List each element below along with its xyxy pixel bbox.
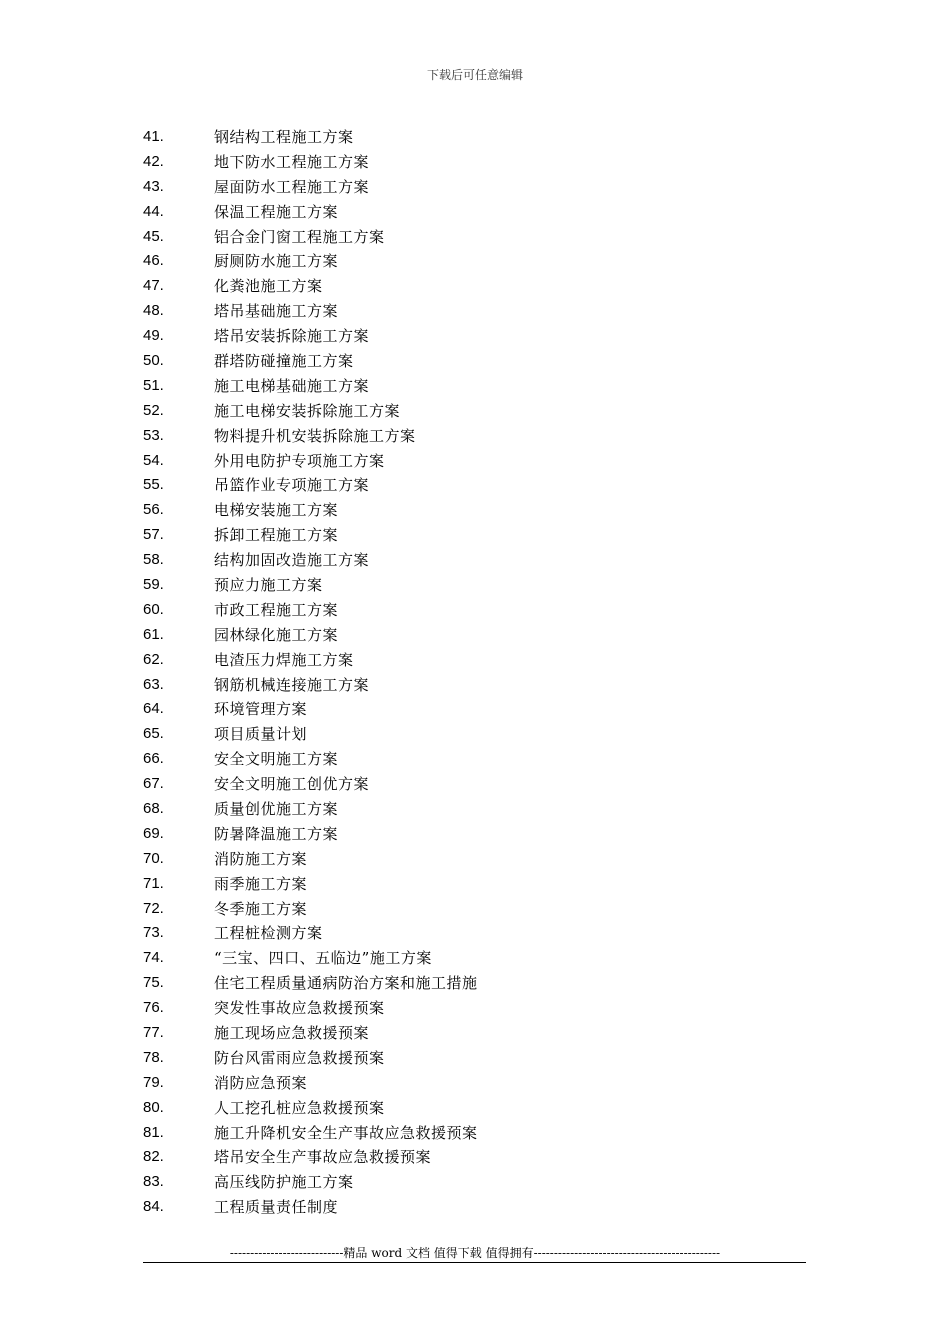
- list-item: [143, 572, 478, 597]
- list-item-title: 安全文明施工方案: [214, 750, 339, 769]
- list-item-title: 屋面防水工程施工方案: [214, 177, 370, 196]
- list-item-number: 64.: [143, 700, 164, 718]
- list-item-title: 化粪池施工方案: [214, 277, 323, 296]
- list-item: [143, 149, 478, 174]
- list-item-title: 物料提升机安装拆除施工方案: [214, 426, 416, 445]
- list-item: [143, 124, 478, 149]
- list-item-title: 塔吊安装拆除施工方案: [214, 327, 370, 346]
- list-item-number: 79.: [143, 1073, 164, 1091]
- list-item-number: 76.: [143, 999, 164, 1017]
- list-item: [143, 547, 478, 572]
- list-item: [143, 248, 478, 273]
- list-item: [143, 746, 478, 771]
- list-item-number: 71.: [143, 874, 164, 892]
- list-item: [143, 1020, 478, 1045]
- list-item: [143, 298, 478, 323]
- list-item: [143, 522, 478, 547]
- list-item: [143, 1145, 478, 1170]
- list-item-title: 电梯安装施工方案: [214, 501, 339, 520]
- list-item-title: 塔吊基础施工方案: [214, 302, 339, 321]
- list-item: [143, 398, 478, 423]
- list-item-number: 77.: [143, 1024, 164, 1041]
- list-item-number: 74.: [143, 949, 164, 967]
- list-item-number: 47.: [143, 277, 164, 295]
- list-item: [143, 497, 478, 522]
- list-item-number: 68.: [143, 799, 164, 817]
- list-item-title: 厨厕防水施工方案: [214, 252, 339, 271]
- list-item: [143, 921, 478, 946]
- list-item-title: 群塔防碰撞施工方案: [214, 351, 354, 370]
- list-item-title: 预应力施工方案: [214, 575, 323, 594]
- list-item-number: 57.: [143, 526, 164, 544]
- list-item-number: 75.: [143, 974, 164, 992]
- list-item: [143, 423, 478, 448]
- list-item-title: 防台风雷雨应急救援预案: [214, 1048, 385, 1067]
- list-item-title: 项目质量计划: [214, 725, 308, 744]
- list-item: [143, 995, 478, 1020]
- list-item-number: 50.: [143, 351, 164, 369]
- list-item-title: 电渣压力焊施工方案: [214, 650, 354, 669]
- list-item-number: 72.: [143, 899, 164, 917]
- list-item-number: 59.: [143, 575, 164, 593]
- list-item-title: 人工挖孔桩应急救援预案: [214, 1098, 385, 1117]
- list-item: [143, 622, 478, 647]
- list-item-title: 园林绿化施工方案: [214, 625, 339, 644]
- list-item-title: “三宝、四口、五临边”施工方案: [214, 949, 432, 968]
- list-item-title: 工程桩检测方案: [214, 924, 323, 943]
- list-item-number: 80.: [143, 1098, 164, 1116]
- list-item: [143, 273, 478, 298]
- list-item: [143, 647, 478, 672]
- page-header-note: 下载后可任意编辑: [426, 68, 523, 82]
- list-item-title: 铝合金门窗工程施工方案: [214, 227, 385, 246]
- list-item: [143, 1120, 478, 1145]
- list-item: [143, 448, 478, 473]
- list-item-number: 44.: [143, 202, 164, 220]
- list-item: [143, 721, 478, 746]
- list-item-title: 安全文明施工创优方案: [214, 775, 370, 794]
- list-item-number: 83.: [143, 1173, 164, 1191]
- list-item-title: 外用电防护专项施工方案: [214, 451, 385, 470]
- list-item: [143, 199, 478, 224]
- list-item-number: 43.: [143, 177, 164, 195]
- list-item-number: 84.: [143, 1198, 164, 1216]
- list-item: [143, 1194, 478, 1219]
- footer-divider: [143, 1262, 806, 1263]
- list-item: [143, 796, 478, 821]
- list-item: [143, 597, 478, 622]
- list-item-title: 住宅工程质量通病防治方案和施工措施: [214, 974, 478, 993]
- list-item-title: 保温工程施工方案: [214, 202, 339, 221]
- list-item-number: 65.: [143, 725, 164, 743]
- list-item-number: 55.: [143, 476, 164, 494]
- list-item-title: 拆卸工程施工方案: [214, 526, 339, 545]
- list-item-number: 53.: [143, 426, 164, 444]
- list-item: [143, 821, 478, 846]
- list-item-number: 52.: [143, 401, 164, 419]
- list-item-title: 钢结构工程施工方案: [214, 127, 354, 146]
- list-item: [143, 871, 478, 896]
- list-item-title: 工程质量责任制度: [214, 1198, 339, 1217]
- list-item-number: 56.: [143, 501, 164, 519]
- list-item: [143, 846, 478, 871]
- list-item-number: 46.: [143, 252, 164, 270]
- list-item: [143, 1045, 478, 1070]
- list-item: [143, 896, 478, 921]
- page-footer-text: ----------------------------精品 word 文档 值得下载 值得拥有----------------------------------------------: [229, 1246, 721, 1260]
- list-item-title: 环境管理方案: [214, 700, 308, 719]
- list-item-title: 结构加固改造施工方案: [214, 551, 370, 570]
- list-item-title: 冬季施工方案: [214, 899, 308, 918]
- list-item: [143, 696, 478, 721]
- list-item-title: 突发性事故应急救援预案: [214, 999, 385, 1018]
- list-item-number: 48.: [143, 302, 164, 320]
- list-item-number: 73.: [143, 924, 164, 942]
- list-item: [143, 672, 478, 697]
- list-item-title: 高压线防护施工方案: [214, 1173, 354, 1192]
- list-item-number: 60.: [143, 600, 164, 618]
- list-item: [143, 348, 478, 373]
- list-item-title: 施工现场应急救援预案: [214, 1024, 370, 1042]
- list-item-title: 施工电梯安装拆除施工方案: [214, 401, 401, 420]
- list-item-title: 雨季施工方案: [214, 874, 308, 893]
- list-item-title: 钢筋机械连接施工方案: [214, 675, 370, 694]
- list-item-number: 67.: [143, 775, 164, 793]
- list-item: [143, 174, 478, 199]
- list-item-number: 58.: [143, 551, 164, 569]
- list-item-number: 45.: [143, 227, 164, 245]
- list-item-title: 吊篮作业专项施工方案: [214, 476, 370, 495]
- list-item: [143, 472, 478, 497]
- list-item-title: 防暑降温施工方案: [214, 824, 339, 843]
- list-item: [143, 323, 478, 348]
- list-item-title: 市政工程施工方案: [214, 600, 339, 619]
- list-item: [143, 970, 478, 995]
- list-item-number: 81.: [143, 1123, 164, 1141]
- list-item-title: 消防应急预案: [214, 1073, 308, 1092]
- list-item: [143, 945, 478, 970]
- list-item-title: 施工电梯基础施工方案: [214, 376, 370, 395]
- list-item-number: 49.: [143, 327, 164, 345]
- list-item-number: 62.: [143, 650, 164, 668]
- list-item-title: 质量创优施工方案: [214, 799, 339, 818]
- list-item: [143, 1070, 478, 1095]
- list-item: [143, 224, 478, 249]
- list-item-number: 69.: [143, 824, 164, 842]
- list-item-number: 78.: [143, 1048, 164, 1066]
- list-item-number: 82.: [143, 1148, 164, 1166]
- list-item-number: 41.: [143, 127, 164, 145]
- list-item-number: 61.: [143, 625, 164, 643]
- list-item-number: 51.: [143, 376, 164, 394]
- list-item-title: 地下防水工程施工方案: [214, 152, 370, 171]
- list-item: [143, 1095, 478, 1120]
- list-item-title: 塔吊安全生产事故应急救援预案: [214, 1148, 432, 1167]
- list-item-number: 63.: [143, 675, 164, 693]
- list-item: [143, 1169, 478, 1194]
- list-item-title: 施工升降机安全生产事故应急救援预案: [214, 1123, 478, 1142]
- list-item: [143, 373, 478, 398]
- plan-list: [143, 124, 478, 1219]
- list-item-number: 66.: [143, 750, 164, 768]
- list-item-number: 42.: [143, 152, 164, 170]
- list-item-number: 54.: [143, 451, 164, 469]
- list-item-title: 消防施工方案: [214, 849, 308, 868]
- list-item-number: 70.: [143, 849, 164, 867]
- list-item: [143, 771, 478, 796]
